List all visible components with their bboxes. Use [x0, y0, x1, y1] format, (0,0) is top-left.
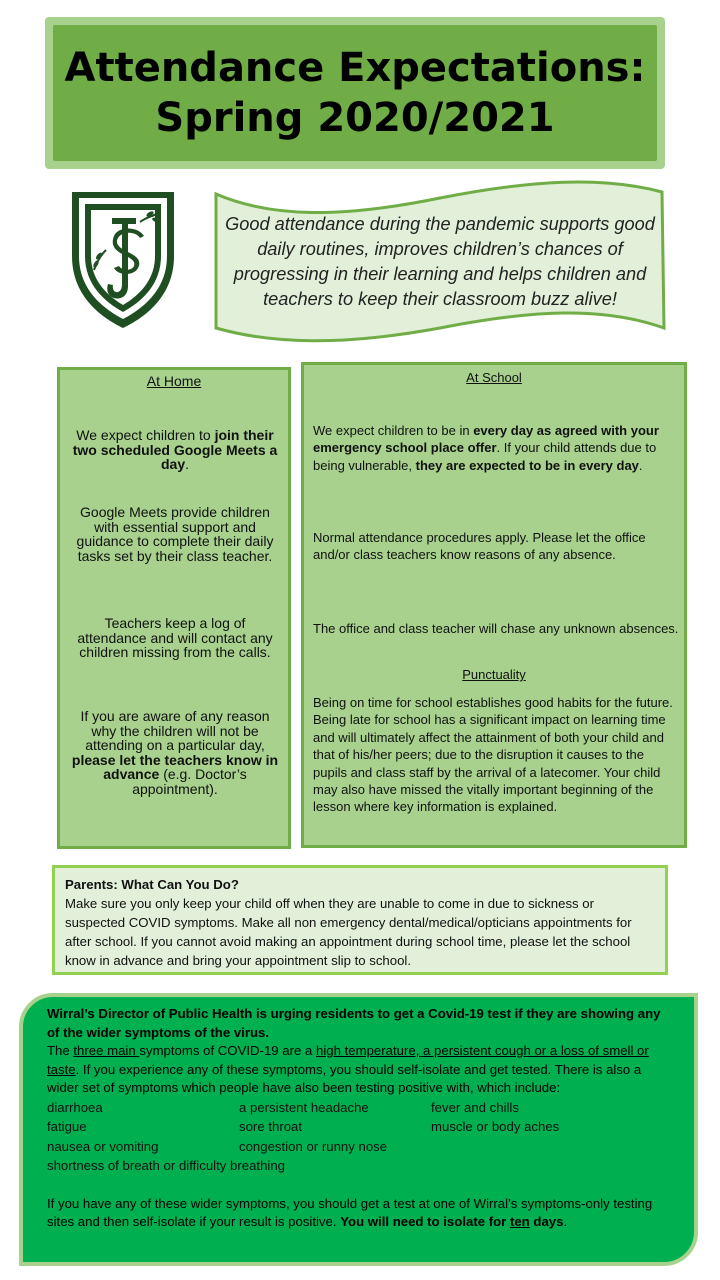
text-run: .	[185, 456, 189, 473]
symptom-item: shortness of breath or difficulty breathing	[47, 1158, 285, 1174]
symptom-item: sore throat	[239, 1119, 303, 1135]
symptom-item: diarrhoea	[47, 1099, 103, 1115]
title-banner	[45, 17, 665, 169]
text-run: If you have any of these wider symptoms, you should get a test at one of Wirral’s symptoms-only testing sites and then self-isolate if your result is positive.	[47, 1195, 653, 1230]
at-school-panel	[301, 362, 687, 848]
text-run-bold: every day as agreed with your emergency school place offer	[313, 423, 659, 456]
at-home-paragraph-3: Teachers keep a log of attendance and will contact any children missing from the calls.	[77, 615, 273, 661]
text-run-bold: please let the teachers know in advance	[71, 751, 279, 783]
text-run: (e.g. Doctor’s appointment).	[132, 766, 247, 797]
text-run-bold: they are expected to be in every day	[415, 457, 639, 473]
parents-box	[52, 865, 668, 975]
text-run-bold: join their two scheduled Google Meets a day	[72, 427, 278, 473]
symptom-item: nausea or vomiting	[47, 1138, 159, 1154]
health-intro	[47, 1042, 676, 1098]
text-run-underline: high temperature, a persistent cough or a loss of smell or taste	[47, 1043, 649, 1077]
symptom-item	[431, 1137, 631, 1157]
symptom-item: congestion or runny nose	[239, 1138, 388, 1154]
text-run-underline: ten	[509, 1214, 530, 1230]
text-run: . If your child attends due to being vulnerable,	[313, 440, 657, 473]
parents-heading	[65, 875, 655, 894]
banner-text: Good attendance during the pandemic supports good daily routines, improves children’s chances of progressing in their learning and helps children and teachers to keep their classroom buzz alive!	[225, 214, 655, 309]
text-run: The	[47, 1043, 74, 1058]
at-school-paragraph-3: The office and class teacher will chase any unknown absences.	[313, 621, 679, 636]
health-outro	[47, 1195, 676, 1232]
symptom-item: a persistent headache	[239, 1099, 369, 1115]
text-run-bold: Wirral’s Director of Public Health is urging residents to get a Covid-19 test if they are showing any of the wider symptoms of the virus.	[47, 1006, 661, 1040]
text-run: If you are aware of any reason why the children will not be attending on a particular day,	[80, 708, 270, 754]
at-home-paragraph-4	[70, 709, 280, 797]
text-run: symptoms of COVID-19 are a	[139, 1043, 316, 1058]
public-health-panel	[19, 993, 698, 1266]
symptom-list	[47, 1098, 676, 1176]
parents-text: Make sure you only keep your child off when they are unable to come in due to sickness or suspected COVID symptoms. Make all non emergency dental/medical/opticians appointments for after school. If you cannot avoid making an appointment during school time, please let the school know in advance and bring your appointment slip to school.	[65, 896, 632, 968]
symptom-item: fever and chills	[431, 1099, 519, 1115]
at-school-heading: At School	[466, 370, 522, 385]
at-home-heading: At Home	[146, 373, 202, 389]
text-run: We expect children to	[76, 427, 215, 443]
symptom-item: muscle or body aches	[431, 1119, 560, 1135]
text-run: .	[638, 457, 643, 473]
text-run: days	[529, 1214, 564, 1230]
text-run: You will need to isolate for	[340, 1214, 510, 1230]
title-inner	[53, 25, 657, 161]
page-title-line2: Spring 2020/2021	[155, 95, 555, 141]
text-run: .	[563, 1214, 568, 1230]
punctuality-paragraph: Being on time for school establishes good habits for the future. Being late for school has a significant impact on learning time and will ultimately affect the attainment of both your child and that of his/her peers; due to the disruption it causes to the pupils and class staff by the arrival of a latecomer. Your child may also have missed the vitally important beginning of the lesson where key information is explained.	[313, 695, 673, 815]
text-run-bold: Parents: What Can You Do?	[65, 877, 239, 892]
at-home-paragraph-2: Google Meets provide children with essential support and guidance to complete their daily tasks set by their class teacher.	[76, 504, 274, 564]
text-run: . If you experience any of these symptoms, you should self-isolate and get tested. There is also a wider set of symptoms which people have also been testing positive with, which include:	[47, 1061, 642, 1095]
punctuality-heading: Punctuality	[462, 667, 526, 682]
at-school-paragraph-2: Normal attendance procedures apply. Please let the office and/or class teachers know reasons of any absence.	[313, 530, 646, 563]
text-run: We expect children to be in	[313, 423, 474, 438]
school-crest-icon	[66, 186, 180, 332]
health-heading	[47, 1005, 676, 1042]
at-school-paragraph-1	[313, 422, 679, 474]
symptom-item: fatigue	[47, 1119, 87, 1135]
text-run-bold	[340, 1214, 563, 1229]
at-home-paragraph-1	[70, 428, 280, 472]
page-title-line1: Attendance Expectations:	[64, 45, 646, 91]
at-home-panel	[57, 367, 291, 849]
text-run-underline: three main	[73, 1043, 140, 1058]
